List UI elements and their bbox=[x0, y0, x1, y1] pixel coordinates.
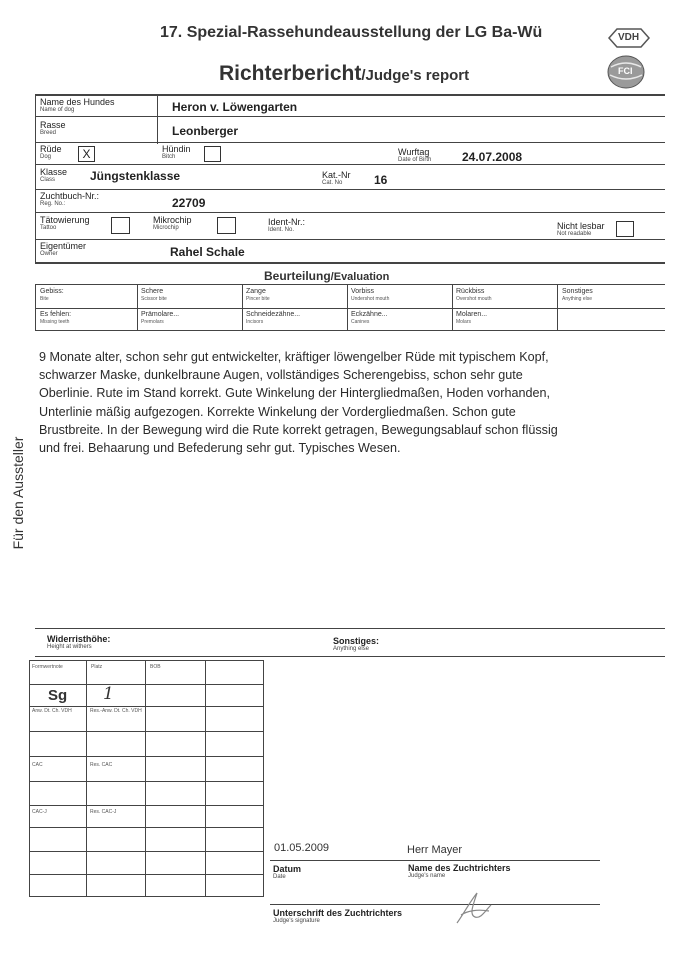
teeth-cell-label: Gebiss: bbox=[40, 288, 64, 295]
placement-value: 1 bbox=[103, 684, 114, 704]
owner-label: Eigentümer Owner bbox=[40, 241, 87, 257]
birth-label: Wurftag Date of Birth bbox=[398, 147, 432, 163]
teeth-cell bbox=[456, 288, 492, 302]
teeth-cell bbox=[141, 311, 179, 325]
res-cac-label: Res. CAC bbox=[90, 762, 113, 768]
teeth-cell bbox=[141, 288, 167, 302]
evaluation-line: 9 Monate alter, schon sehr gut entwickelter, kräftiger löwengelber Rüde mit typischem Kopf, bbox=[39, 350, 549, 364]
judge-signature bbox=[447, 885, 497, 929]
tattoo-checkbox[interactable] bbox=[111, 217, 130, 234]
breed-value: Leonberger bbox=[172, 124, 239, 138]
date-label: Datum Date bbox=[273, 864, 302, 880]
class-value: Jüngstenklasse bbox=[90, 169, 181, 183]
unreadable-label: Nicht lesbar Not readable bbox=[557, 221, 605, 237]
teeth-cell-sublabel: Scissor bite bbox=[141, 296, 167, 302]
male-checkbox[interactable]: X bbox=[78, 146, 95, 162]
tattoo-label: Tätowierung Tattoo bbox=[40, 215, 90, 231]
report-date: 01.05.2009 bbox=[274, 842, 330, 854]
teeth-cell bbox=[40, 311, 71, 325]
teeth-cell bbox=[456, 311, 487, 325]
res-anw-dt-label: Res.-Anw. Dt. Ch. VDH bbox=[90, 708, 142, 714]
female-checkbox[interactable] bbox=[204, 146, 221, 162]
evaluation-line: und frei. Behaarung und Befederung sehr gut. Typisches Wesen. bbox=[39, 441, 401, 456]
teeth-cell-sublabel: Pincer bite bbox=[246, 296, 270, 302]
cac-label: CAC bbox=[32, 762, 43, 768]
owner-name: Rahel Schale bbox=[170, 245, 245, 259]
chip-label: Mikrochip Microchip bbox=[153, 215, 192, 231]
judge-name-label: Name des Zuchtrichters Judge's name bbox=[408, 863, 511, 879]
teeth-cell-sublabel: Anything else bbox=[562, 296, 593, 302]
judge-name: Herr Mayer bbox=[407, 844, 463, 856]
dog-name: Heron v. Löwengarten bbox=[172, 100, 298, 114]
teeth-cell-sublabel: Molars bbox=[456, 319, 472, 325]
cat-label: Kat.-Nr Cat. No bbox=[322, 170, 351, 186]
teeth-cell-label: Zange bbox=[246, 288, 266, 295]
teeth-cell-label: Schere bbox=[141, 288, 164, 295]
teeth-cell-label: Schneidezähne... bbox=[246, 311, 301, 318]
anw-dt-label: Anw. Dt. Ch. VDH bbox=[32, 708, 72, 714]
signature-label: Unterschrift des Zuchtrichters Judge's signature bbox=[273, 908, 403, 924]
female-label: Hündin Bitch bbox=[162, 144, 191, 160]
class-label: Klasse Class bbox=[40, 167, 68, 183]
report-title: Richterbericht/Judge's report bbox=[219, 62, 470, 85]
evaluation-line: Oberlinie. Rute im Stand korrekt. Gute Winkelung der Hintergliedmaßen, Hoden vorhanden, bbox=[39, 386, 551, 401]
teeth-cell-label: Rückbiss bbox=[456, 288, 485, 295]
ident-label: Ident-Nr.: Ident. No. bbox=[268, 217, 306, 233]
dog-name-label: Name des Hundes Name of dog bbox=[40, 97, 115, 113]
teeth-cell-label: Sonstiges bbox=[562, 288, 593, 295]
teeth-cell-sublabel: Bite bbox=[40, 296, 49, 302]
vdh-logo: VDH bbox=[603, 27, 655, 49]
res-cac-j-label: Res. CAC-J bbox=[90, 809, 117, 815]
side-label-exhibitor: Für den Aussteller bbox=[10, 436, 26, 550]
teeth-cell-sublabel: Missing teeth bbox=[40, 319, 70, 325]
event-title: 17. Spezial-Rassehundeausstellung der LG Ba-Wü bbox=[160, 24, 543, 41]
height-label: Widerristhöhe: Height at withers bbox=[47, 634, 111, 650]
other-label: Sonstiges: Anything else bbox=[333, 636, 380, 652]
teeth-cell-label: Vorbiss bbox=[351, 288, 374, 295]
breed-label: Rasse Breed bbox=[40, 120, 66, 136]
teeth-cell bbox=[351, 311, 388, 325]
col-formwert-header: Formwertnote bbox=[32, 664, 63, 670]
teeth-cell bbox=[246, 311, 300, 325]
teeth-cell bbox=[351, 288, 389, 302]
male-label: Rüde Dog bbox=[40, 144, 62, 160]
teeth-cell-sublabel: Undershot mouth bbox=[351, 296, 390, 302]
teeth-cell-sublabel: Canines bbox=[351, 319, 370, 325]
teeth-cell-sublabel: Incisors bbox=[246, 319, 264, 325]
evaluation-text bbox=[39, 348, 667, 457]
teeth-cell-label: Prämolare... bbox=[141, 311, 180, 318]
fci-logo: FCI bbox=[606, 55, 646, 89]
teeth-cell-sublabel: Overshot mouth bbox=[456, 296, 492, 302]
reg-label: Zuchtbuch-Nr.: Reg. No.: bbox=[40, 191, 100, 207]
evaluation-line: Unterlinie mäßig aufgezogen. Korrekte Winkelung der Vordergliedmaßen. Schon gute bbox=[39, 404, 516, 419]
col-bob-header: BOB bbox=[150, 664, 161, 670]
teeth-cell-sublabel: Premolars bbox=[141, 319, 164, 325]
teeth-cell-label: Molaren... bbox=[456, 311, 488, 318]
teeth-cell bbox=[40, 288, 64, 302]
cat-number: 16 bbox=[374, 173, 388, 187]
birth-date: 24.07.2008 bbox=[462, 150, 523, 164]
cac-j-label: CAC-J bbox=[32, 809, 47, 815]
evaluation-title: Beurteilung/Evaluation bbox=[264, 269, 390, 283]
teeth-cell-label: Eckzähne... bbox=[351, 311, 388, 318]
teeth-cell bbox=[246, 288, 270, 302]
chip-checkbox[interactable] bbox=[217, 217, 236, 234]
teeth-cell bbox=[562, 288, 593, 302]
unreadable-checkbox[interactable] bbox=[616, 221, 634, 237]
reg-number: 22709 bbox=[172, 196, 206, 210]
formwert-grade: Sg bbox=[48, 687, 68, 704]
evaluation-line: Brustbreite. In der Bewegung wird die Rute korrekt getragen, Bewegungsablauf schon flüssig bbox=[39, 422, 558, 437]
teeth-cell-label: Es fehlen: bbox=[40, 311, 72, 318]
evaluation-line: schwarzer Maske, dunkelbraune Augen, vollständiges Scherengebiss, schon sehr gute bbox=[39, 368, 523, 383]
col-platz-header: Platz bbox=[91, 664, 103, 670]
